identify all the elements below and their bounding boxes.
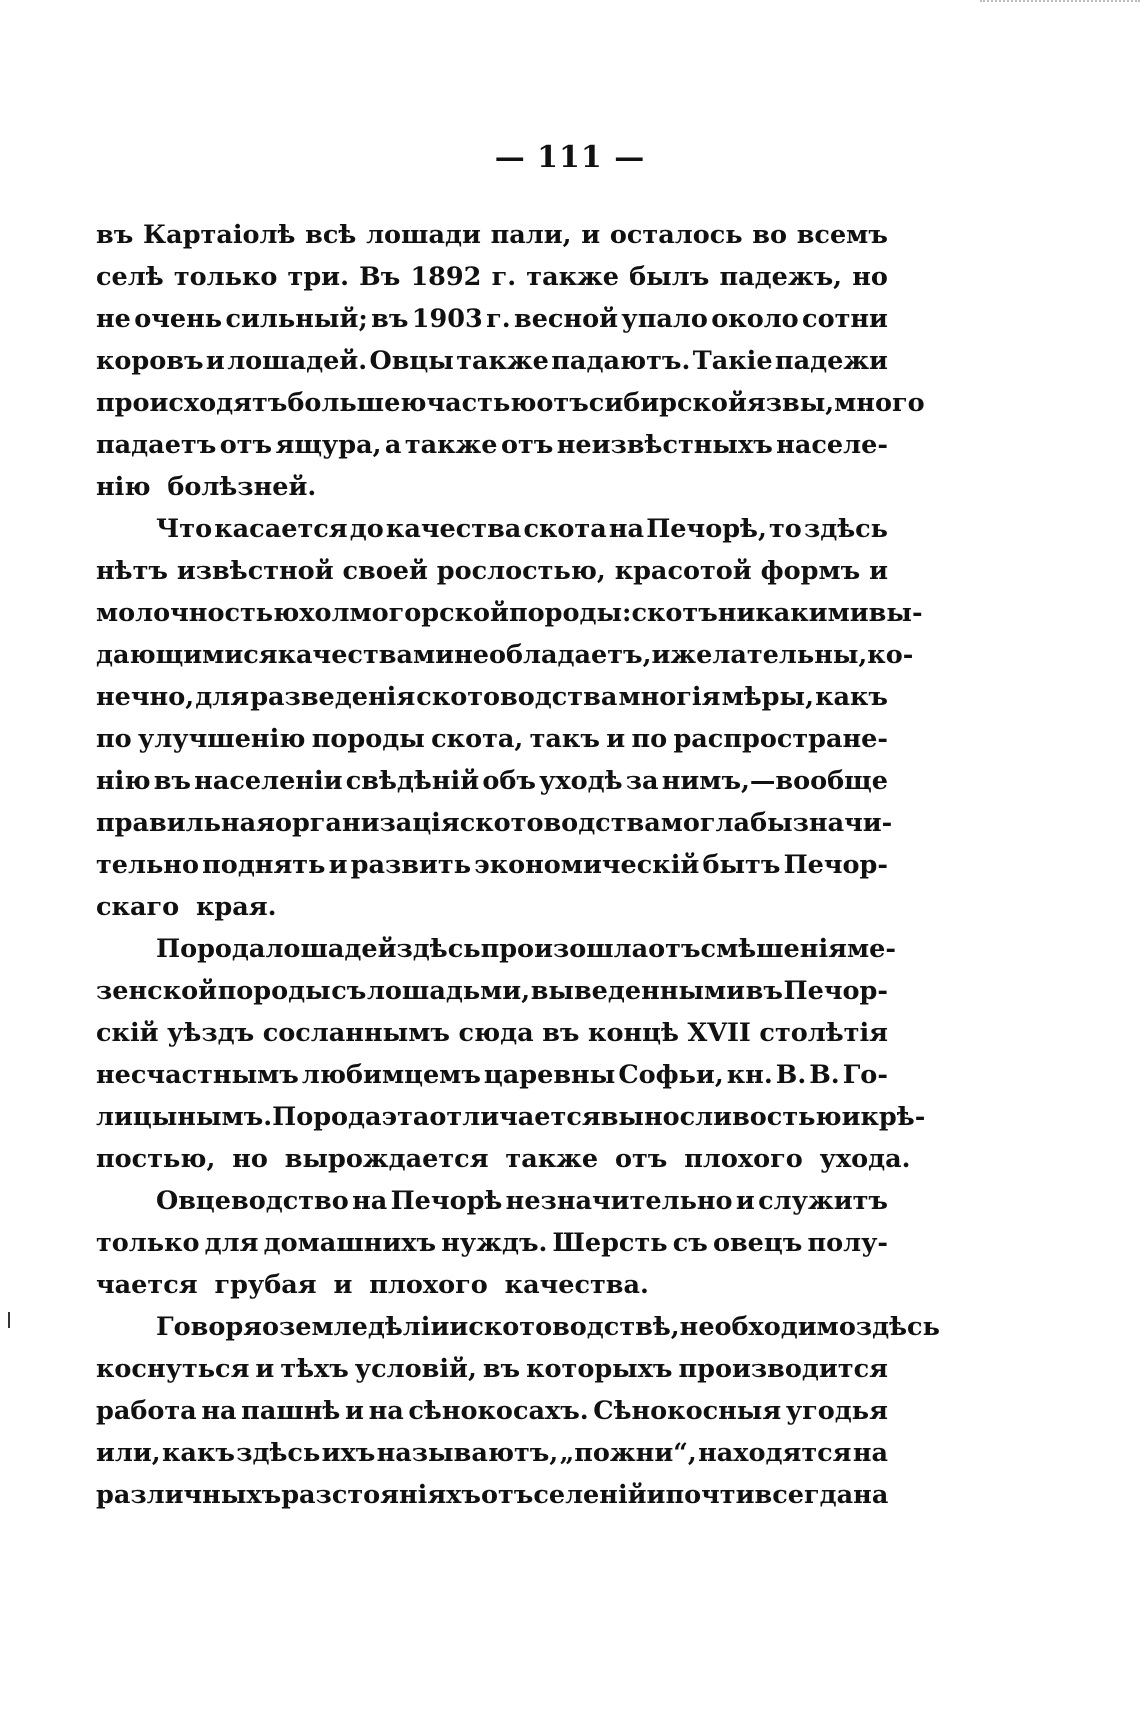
- paragraph: [96, 1180, 888, 1306]
- text-line: Что касается до качества скота на Печорѣ, то здѣсь: [156, 514, 888, 544]
- text-line: коснуться и тѣхъ условій, въ которыхъ производится: [96, 1354, 888, 1384]
- text-line: молочностью холмогорской породы: скотъ никакими вы-: [96, 598, 923, 628]
- text-line: селѣ только три. Въ 1892 г. также былъ падежъ, но: [96, 262, 888, 292]
- text-line: нію болѣзней.: [96, 472, 317, 502]
- text-line: нію въ населеніи свѣдѣній объ уходѣ за нимъ,—вообще: [96, 766, 888, 796]
- page-number: — 111 —: [494, 140, 646, 175]
- paragraph: [96, 508, 923, 928]
- text-line: Овцеводство на Печорѣ незначительно и служитъ: [156, 1186, 888, 1216]
- text-line: скаго края.: [96, 892, 277, 922]
- text-line: дающимися качествами не обладаетъ, и желательны, ко-: [96, 640, 914, 670]
- paragraph: [96, 1306, 940, 1516]
- margin-mark: [8, 1312, 10, 1328]
- text-line: чается грубая и плохого качества.: [96, 1270, 649, 1300]
- text-line: различныхъ разстояніяхъ отъ селеній и почти всегда на: [96, 1480, 889, 1510]
- text-line: работа на пашнѣ и на сѣнокосахъ. Сѣнокосныя угодья: [96, 1396, 888, 1426]
- text-line: лицынымъ. Порода эта отличается выносливостью и крѣ-: [96, 1102, 926, 1132]
- text-line: происходятъ большею частью отъ сибирской язвы, много: [96, 388, 925, 418]
- text-line: Порода лошадей здѣсь произошла отъ смѣшенія ме-: [156, 934, 896, 964]
- paragraph: [96, 214, 925, 508]
- text-line: Говоря о земледѣліи и скотоводствѣ, необходимо здѣсь: [156, 1312, 940, 1342]
- text-line: скій уѣздъ сосланнымъ сюда въ концѣ XVII столѣтія: [96, 1018, 888, 1048]
- text-line: или, какъ здѣсь ихъ называютъ, „пожни“, находятся на: [96, 1438, 888, 1468]
- text-body: [96, 214, 940, 1516]
- scan-edge-mark: [980, 0, 1140, 8]
- text-line: тельно поднять и развить экономическій бытъ Печор-: [96, 850, 888, 880]
- text-line: въ Картаіолѣ всѣ лошади пали, и осталось во всемъ: [96, 220, 888, 250]
- text-line: падаетъ отъ ящура, а также отъ неизвѣстныхъ населе-: [96, 430, 888, 460]
- text-line: нѣтъ извѣстной своей рослостью, красотой формъ и: [96, 556, 888, 586]
- text-line: правильная организація скотоводства могла бы значи-: [96, 808, 893, 838]
- text-line: коровъ и лошадей. Овцы также падаютъ. Такіе падежи: [96, 346, 888, 376]
- paragraph: [96, 928, 926, 1180]
- text-line: только для домашнихъ нуждъ. Шерсть съ овецъ полу-: [96, 1228, 888, 1258]
- text-line: нечно, для разведенія скотоводства многія мѣры, какъ: [96, 682, 888, 712]
- text-line: по улучшенію породы скота, такъ и по распростране-: [96, 724, 888, 754]
- text-line: несчастнымъ любимцемъ царевны Софьи, кн. В. В. Го-: [96, 1060, 888, 1090]
- text-line: постью, но вырождается также отъ плохого ухода.: [96, 1144, 911, 1174]
- text-line: не очень сильный; въ 1903 г. весной упало около сотни: [96, 304, 888, 334]
- text-line: зенской породы съ лошадьми, выведенными въ Печор-: [96, 976, 888, 1006]
